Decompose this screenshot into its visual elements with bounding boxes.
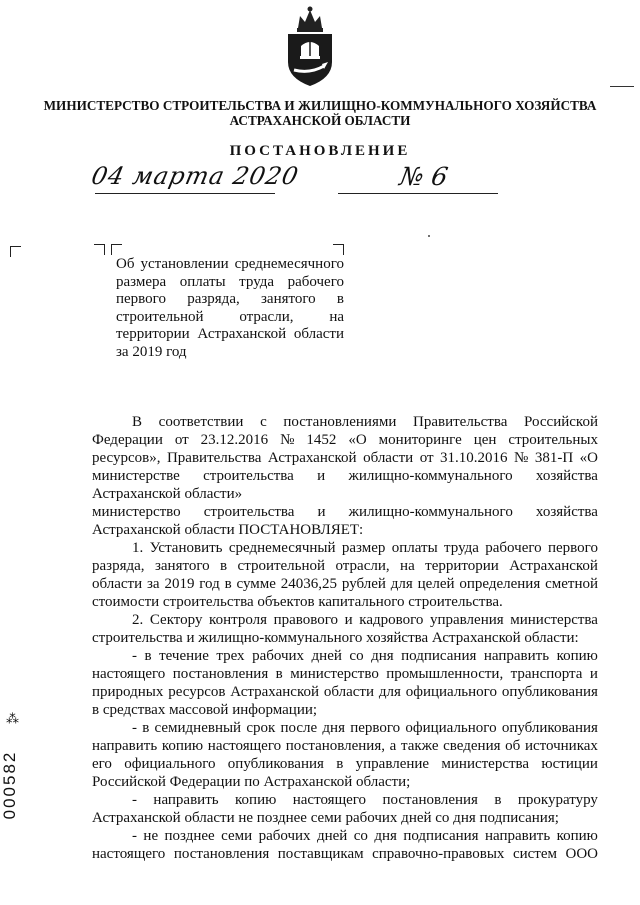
subject-line: строительной отрасли, на: [116, 308, 344, 325]
margin-star: ⁂: [6, 712, 19, 727]
body-line: - не позднее семи рабочих дней со дня подписания направить копию: [132, 828, 598, 844]
body-line: стоимости строительства объектов капитального строительства.: [92, 594, 503, 610]
handwritten-date: 04 марта 2020: [89, 162, 302, 190]
body-line: разряда, занятого в строительной отрасли, на территории Астраханской: [92, 558, 598, 574]
corner-bracket: [10, 246, 21, 257]
body-line: 1. Установить среднемесячный размер оплаты труда рабочего первого: [132, 540, 598, 556]
body-line: Федерации от 23.12.2016 № 1452 «О мониторинге цен строительных: [92, 432, 598, 448]
body-line: Астраханской области не позднее семи рабочих дней со дня подписания;: [92, 810, 559, 826]
ministry-name-line-1: МИНИСТЕРСТВО СТРОИТЕЛЬСТВА И ЖИЛИЩНО-КОММУНАЛЬНОГО ХОЗЯЙСТВА: [43, 98, 597, 113]
body-line: 2. Сектору контроля правового и кадрового управления министерства: [132, 612, 598, 628]
date-underline: [95, 193, 275, 194]
body-line: министерстве строительства и жилищно-коммунального хозяйства: [92, 468, 598, 484]
body-line: Астраханской области»: [92, 486, 243, 502]
corner-bracket: [111, 244, 122, 255]
scan-dot: [428, 235, 430, 237]
body-line: настоящего постановления в министерство промышленности, транспорта и: [92, 666, 598, 682]
corner-mark: [610, 86, 634, 87]
astrakhan-coat-of-arms-icon: [278, 4, 342, 88]
document-body: [92, 413, 598, 863]
body-line: направить копию настоящего постановления, а также сведения об источниках: [92, 738, 598, 754]
subject-line: территории Астраханской области: [116, 326, 344, 342]
body-line: Астраханской области ПОСТАНОВЛЯЕТ:: [92, 522, 364, 538]
body-line: его официального опубликования в управление министерства юстиции: [92, 756, 598, 772]
margin-serial-text: 000582: [0, 750, 19, 820]
body-line: области за 2019 год в сумме 24036,25 рублей для целей определения сметной: [92, 576, 598, 592]
corner-bracket: [94, 244, 105, 255]
subject-line: размера оплаты труда рабочего: [116, 273, 344, 290]
body-line: ресурсов», Правительства Астраханской области от 31.10.2016 № 381-П «О: [92, 450, 598, 466]
body-line: строительства и жилищно-коммунального хозяйства Астраханской области:: [92, 630, 579, 646]
body-line: - в семидневный срок после дня первого официального опубликования: [132, 720, 598, 736]
subject-line: Об установлении среднемесячного: [116, 256, 344, 272]
body-line: природных ресурсов Астраханской области для официального опубликования: [92, 684, 598, 700]
document-type: ПОСТАНОВЛЕНИЕ: [229, 143, 411, 159]
ministry-name-line-2: АСТРАХАНСКОЙ ОБЛАСТИ: [229, 113, 411, 128]
body-line: - направить копию настоящего постановления в прокуратуру: [132, 792, 598, 808]
body-line: настоящего постановления поставщикам справочно-правовых систем ООО: [92, 846, 598, 862]
body-line: Российской Федерации по Астраханской области;: [92, 774, 411, 790]
number-underline: [338, 193, 498, 194]
document-subject: [116, 256, 344, 361]
body-line: В соответствии с постановлениями Правительства Российской: [132, 414, 598, 430]
body-line: - в течение трех рабочих дней со дня подписания направить копию: [132, 648, 598, 664]
body-line: в средствах массовой информации;: [92, 702, 318, 718]
corner-bracket: [333, 244, 344, 255]
subject-line: первого разряда, занятого в: [116, 291, 344, 307]
body-line: министерство строительства и жилищно-коммунального хозяйства: [92, 504, 598, 520]
handwritten-number: № 6: [397, 162, 451, 191]
margin-serial-code: [0, 745, 20, 825]
subject-line: за 2019 год: [116, 343, 187, 360]
